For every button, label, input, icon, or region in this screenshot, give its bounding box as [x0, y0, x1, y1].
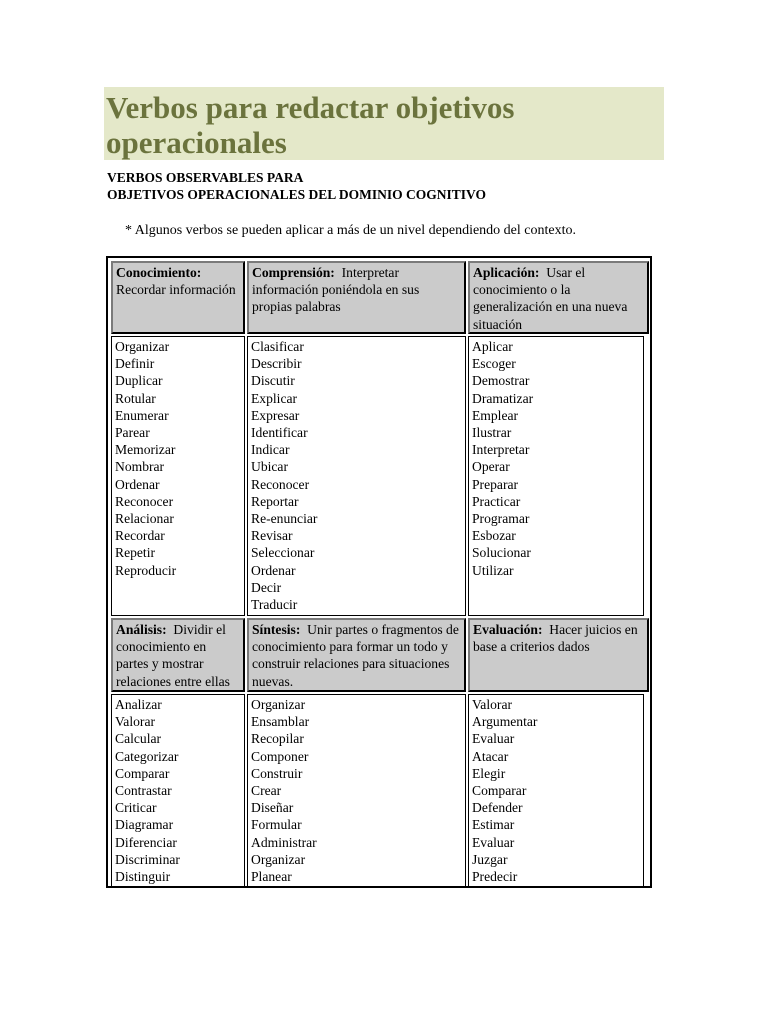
verb-item: Explicar — [251, 390, 298, 406]
verb-item: Discutir — [251, 373, 295, 389]
verb-item: Diseñar — [251, 800, 294, 816]
verbs-conocimiento — [111, 336, 245, 616]
verb-item: Solucionar — [472, 545, 531, 561]
verb-item: Traducir — [251, 597, 298, 613]
header-heading: Síntesis: — [252, 622, 301, 637]
verbs-table — [106, 256, 652, 888]
verb-item: Predecir — [472, 869, 518, 885]
verb-item: Reproducir — [115, 562, 177, 578]
verb-item: Diferenciar — [115, 834, 177, 850]
verbs-comprension — [247, 336, 466, 616]
verb-item: Revisar — [251, 528, 293, 544]
verbs-analisis — [111, 694, 245, 888]
verb-item: Ilustrar — [472, 425, 512, 441]
verb-item: Comparar — [115, 765, 170, 781]
verb-item: Nombrar — [115, 459, 165, 475]
verb-item: Reconocer — [115, 493, 174, 509]
verb-item: Reconocer — [251, 476, 310, 492]
verb-item: Ensamblar — [251, 714, 310, 730]
subtitle-line-1: VERBOS OBSERVABLES PARA — [107, 170, 304, 185]
verb-item: Analizar — [115, 697, 162, 712]
verbs-aplicacion — [468, 336, 644, 616]
verb-item: Evaluar — [472, 731, 515, 747]
verb-item: Criticar — [115, 800, 157, 816]
title-banner — [104, 87, 664, 160]
header-evaluacion — [468, 618, 649, 692]
verb-item: Rotular — [115, 390, 156, 406]
header-comprension — [247, 261, 466, 334]
verb-item: Relacionar — [115, 511, 174, 527]
header-analisis — [111, 618, 245, 692]
verb-item: Diagramar — [115, 817, 174, 833]
verb-item: Distinguir — [115, 869, 171, 885]
verb-item: Componer — [251, 748, 309, 764]
verbs-evaluacion — [468, 694, 644, 888]
verb-item: Elegir — [472, 765, 506, 781]
verb-item: Interpretar — [472, 442, 530, 458]
header-heading: Evaluación: — [473, 622, 543, 637]
verb-item: Indicar — [251, 442, 290, 458]
verb-item: Enumerar — [115, 407, 169, 423]
context-note: * Algunos verbos se pueden aplicar a más de un nivel dependiendo del contexto. — [125, 223, 576, 238]
verb-item: Crear — [251, 783, 282, 799]
verb-item: Ordenar — [115, 476, 160, 492]
verbs-sintesis — [247, 694, 466, 888]
verb-item: Recopilar — [251, 731, 304, 747]
verb-item: Categorizar — [115, 748, 179, 764]
verb-item: Defender — [472, 800, 523, 816]
verb-item: Administrar — [251, 834, 317, 850]
verb-item: Planear — [251, 869, 292, 885]
verb-item: Estimar — [472, 817, 515, 833]
verb-item: Contrastar — [115, 783, 172, 799]
verb-item: Parear — [115, 425, 150, 441]
verb-item: Valorar — [115, 714, 156, 730]
verb-item: Re-enunciar — [251, 511, 318, 527]
verb-item: Valorar — [472, 697, 513, 712]
verb-item: Operar — [472, 459, 510, 475]
header-sintesis — [247, 618, 466, 692]
header-description: Interpretar información poniéndola en sus propias palabras — [252, 265, 420, 315]
verb-item: Emplear — [472, 407, 519, 423]
verb-item: Aplicar — [472, 339, 513, 354]
verb-item: Utilizar — [472, 562, 514, 578]
verb-item: Formular — [251, 817, 302, 833]
header-description: Hacer juicios en base a criterios dados — [473, 622, 638, 655]
verb-item: Programar — [472, 511, 530, 527]
verb-item: Practicar — [472, 493, 521, 509]
verb-item: Ordenar — [251, 562, 296, 578]
verb-item: Definir — [115, 356, 155, 372]
verb-item: Memorizar — [115, 442, 176, 458]
verb-item: Calcular — [115, 731, 162, 747]
verb-item: Escoger — [472, 356, 516, 372]
verb-item: Describir — [251, 356, 302, 372]
verb-item: Preparar — [472, 476, 519, 492]
verb-item: Juzgar — [472, 851, 508, 867]
verb-item: Evaluar — [472, 834, 515, 850]
verb-item: Duplicar — [115, 373, 163, 389]
verb-item: Identificar — [251, 425, 308, 441]
verb-item: Clasificar — [251, 339, 304, 354]
header-description: Dividir el conocimiento en partes y mostrar relaciones entre ellas — [116, 622, 230, 689]
header-heading: Comprensión: — [252, 265, 335, 280]
verb-item: Demostrar — [472, 373, 530, 389]
verb-item: Argumentar — [472, 714, 538, 730]
verb-item: Expresar — [251, 407, 300, 423]
header-description: Unir partes o fragmentos de conocimiento para formar un todo y construir relaciones para situaciones nuevas. — [252, 622, 459, 689]
subtitle — [107, 169, 486, 203]
verb-item: Atacar — [472, 748, 509, 764]
subtitle-line-2: OBJETIVOS OPERACIONALES DEL DOMINIO COGNITIVO — [107, 187, 487, 202]
header-conocimiento — [111, 261, 245, 334]
verb-item: Organizar — [115, 339, 170, 354]
verb-item: Reportar — [251, 493, 299, 509]
verb-item: Organizar — [251, 697, 306, 712]
verb-item: Organizar — [251, 851, 306, 867]
verb-item: Esbozar — [472, 528, 516, 544]
verb-item: Ubicar — [251, 459, 288, 475]
header-heading: Aplicación: — [473, 265, 540, 280]
verb-item: Seleccionar — [251, 545, 315, 561]
verb-item: Decir — [251, 579, 282, 595]
verb-item: Discriminar — [115, 851, 180, 867]
verb-item: Construir — [251, 765, 303, 781]
verb-item: Repetir — [115, 545, 156, 561]
verb-item: Comparar — [472, 783, 527, 799]
header-aplicacion — [468, 261, 649, 334]
header-description: Recordar información — [116, 282, 236, 298]
verb-item: Dramatizar — [472, 390, 534, 406]
verb-item: Recordar — [115, 528, 165, 544]
header-heading: Análisis: — [116, 622, 167, 637]
header-heading: Conocimiento: — [116, 265, 202, 280]
header-description: Usar el conocimiento o la generalización en una nueva situación — [473, 265, 628, 332]
page-title: Verbos para redactar objetivos operacionales — [106, 90, 515, 160]
